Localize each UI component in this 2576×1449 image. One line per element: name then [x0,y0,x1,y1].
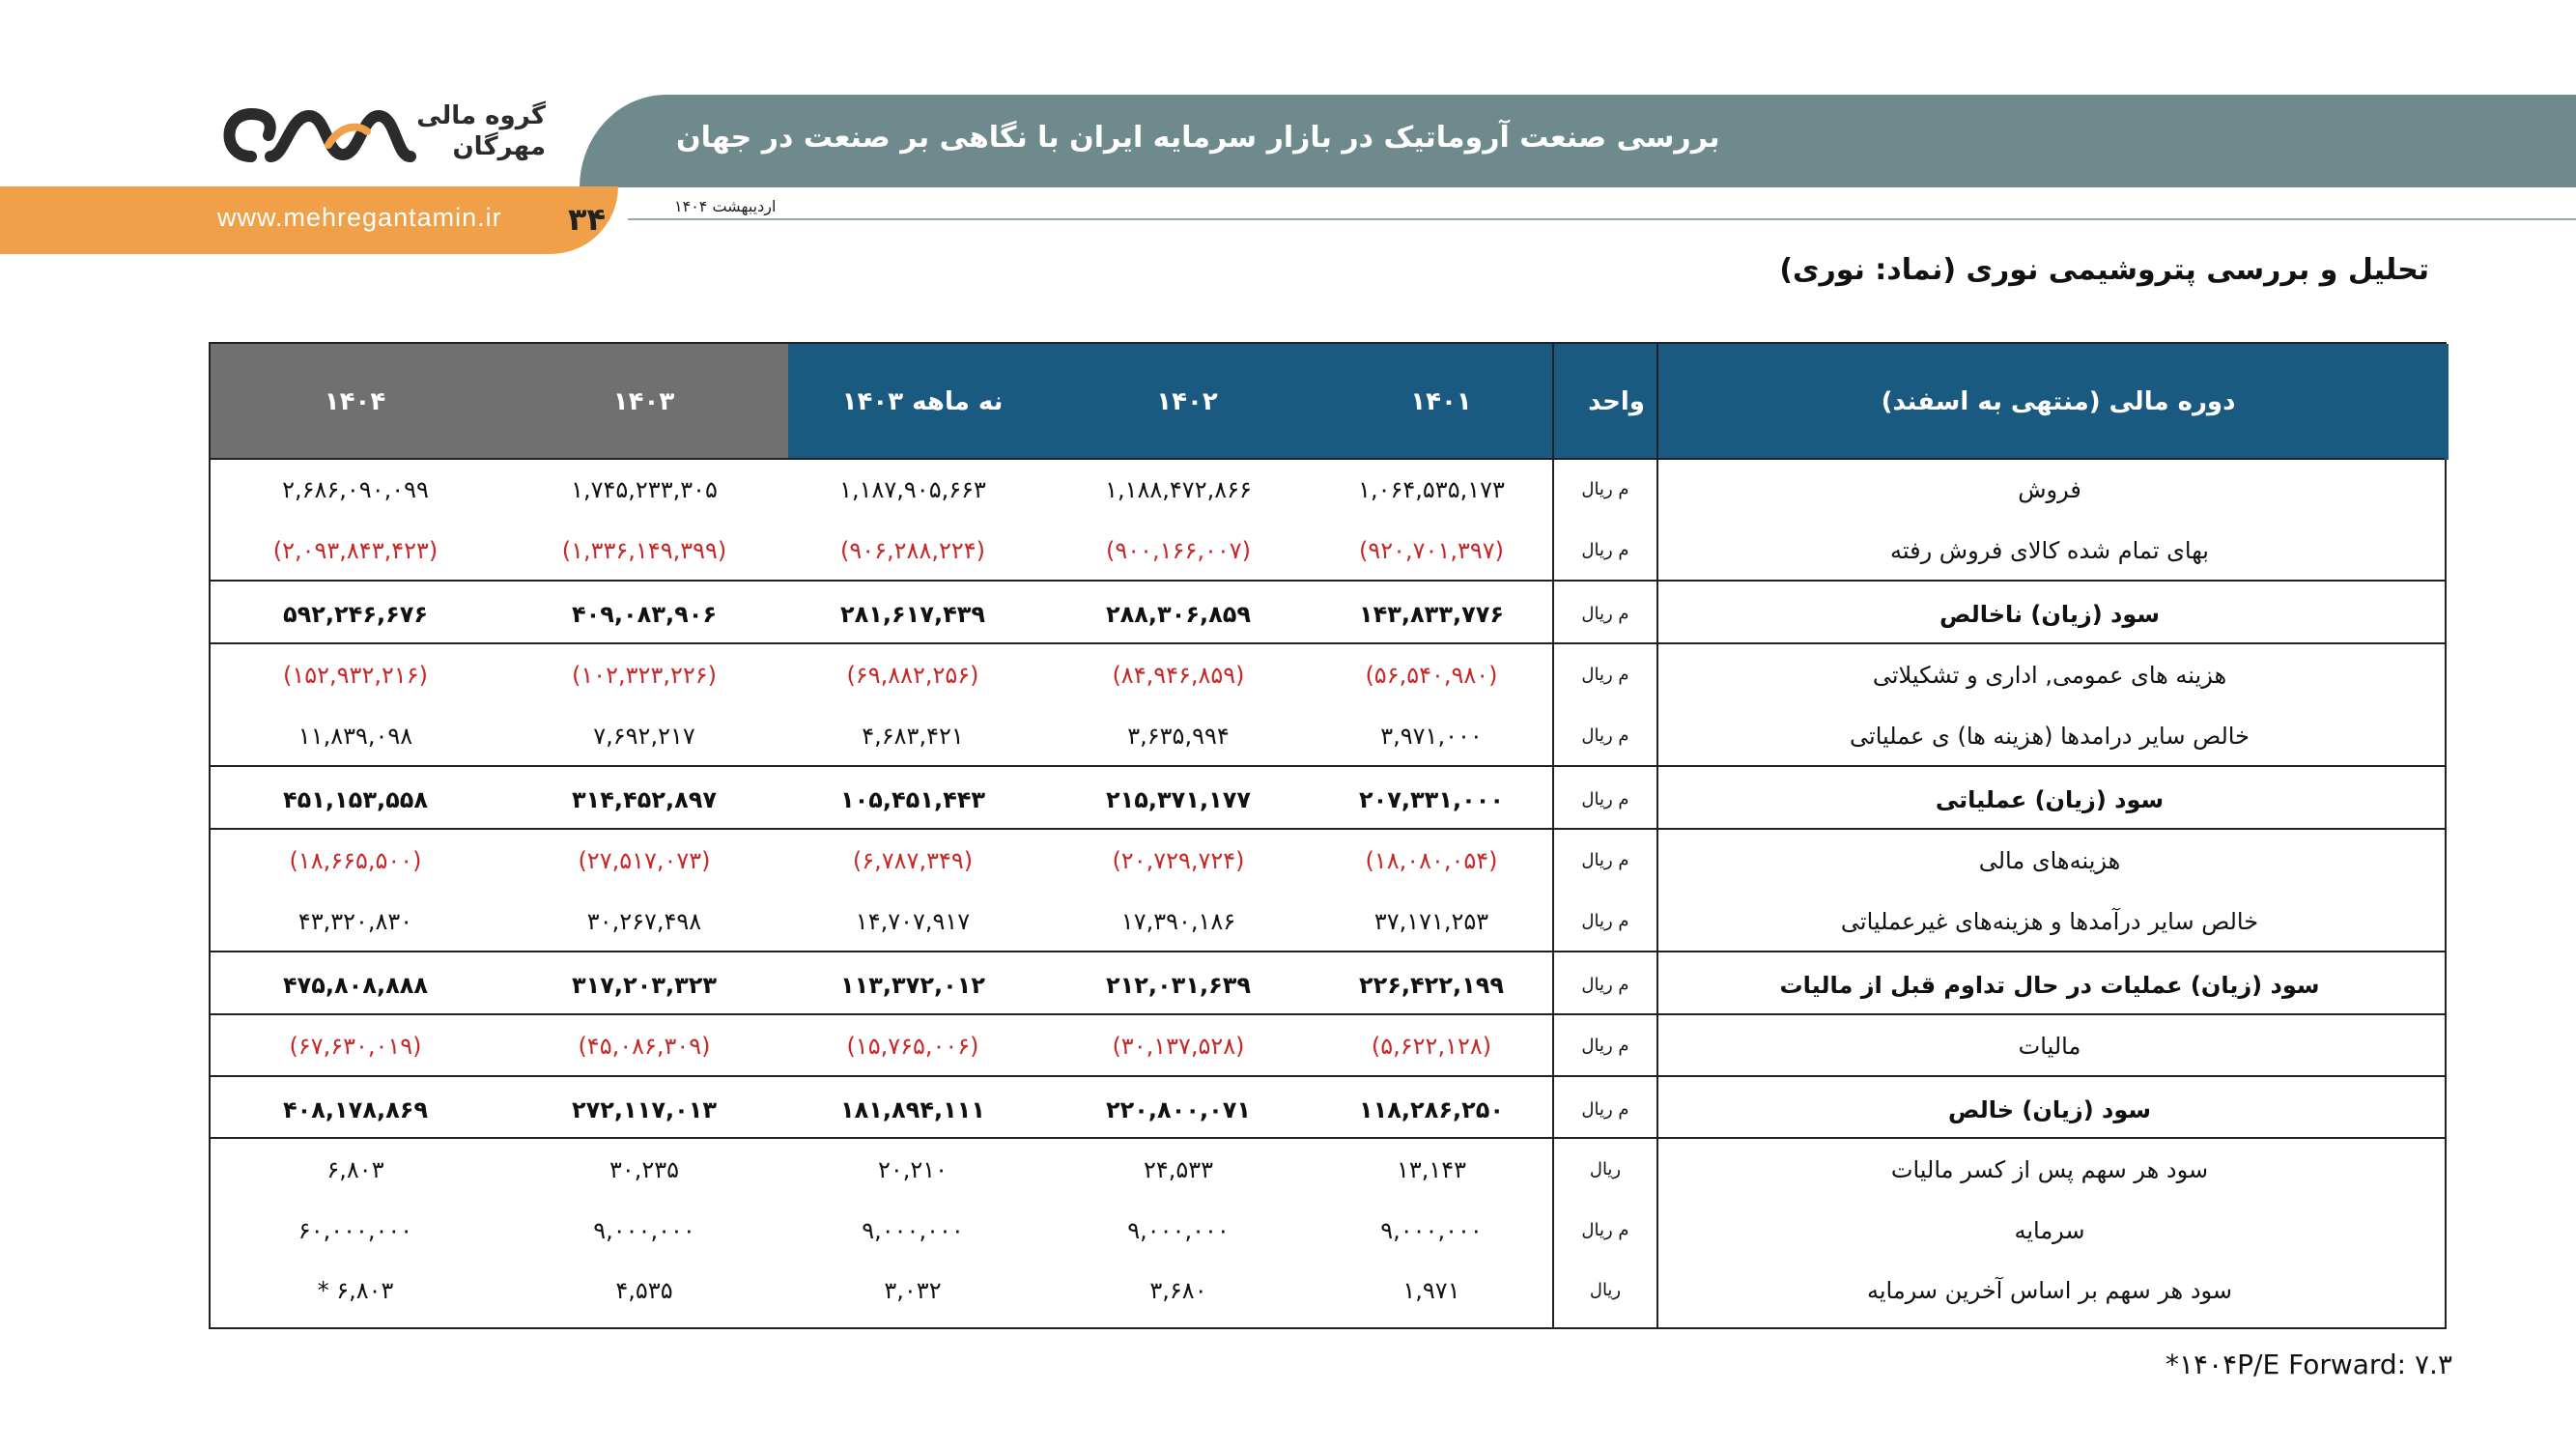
cell-v1404: ۶,۸۰۳ [326,1156,384,1183]
cell-v1404: ۱۱,۸۳۹,۰۹۸ [297,723,413,750]
cell-unit: م ریال [1581,1099,1629,1120]
row-label: هزینه‌های مالی [1978,847,2121,874]
cell-v1403: ۴,۵۳۵ [615,1277,673,1304]
cell-v9m: (۶,۷۸۷,۳۴۹) [852,847,974,874]
row-label: سود هر سهم پس از کسر مالیات [1890,1156,2209,1183]
row-label: مالیات [2018,1033,2081,1060]
cell-v1402: ۱۷,۳۹۰,۱۸۶ [1120,908,1236,935]
cell-v1401: ۱,۰۶۴,۵۳۵,۱۷۳ [1358,476,1505,503]
table-row [211,1022,2445,1070]
row-label: فروش [2018,476,2081,503]
row-label: سرمایه [2014,1217,2085,1244]
cell-v1401: (۵,۶۲۲,۱۲۸) [1371,1033,1492,1060]
row-divider [211,1013,2445,1015]
cell-v1404: ۴۷۵,۸۰۸,۸۸۸ [282,972,429,999]
cell-v1402: ۳,۶۸۰ [1149,1277,1207,1304]
cell-v9m: ۱,۱۸۷,۹۰۵,۶۶۳ [839,476,986,503]
cell-v1402: (۳۰,۱۳۷,۵۲۸) [1112,1033,1245,1060]
section-title: تحلیل و بررسی پتروشیمی نوری (نماد: نوری) [1779,253,2429,287]
cell-v9m: (۶۹,۸۸۲,۲۵۶) [846,662,979,689]
row-divider [211,1137,2445,1139]
cell-v1401: ۱۳,۱۴۳ [1396,1156,1467,1183]
cell-v1401: ۳,۹۷۱,۰۰۰ [1380,723,1483,750]
cell-v1403: (۱۰۲,۳۲۳,۲۲۶) [572,662,717,689]
cell-v1403: (۱,۳۳۶,۱۴۹,۳۹۹) [561,537,727,564]
footnote: *۱۴۰۴P/E Forward: ۷.۳ [2166,1349,2452,1380]
cell-v1402: ۱,۱۸۸,۴۷۲,۸۶۶ [1105,476,1252,503]
cell-v1401: ۳۷,۱۷۱,۲۵۳ [1373,908,1489,935]
report-title: بررسی صنعت آروماتیک در بازار سرمایه ایران با نگاهی بر صنعت در جهان [676,121,1720,155]
cell-v1403: ۹,۰۰۰,۰۰۰ [593,1217,695,1244]
col-header-1402: ۱۴۰۲ [1156,387,1218,416]
table-row [211,590,2445,639]
cell-v1403: ۱,۷۴۵,۲۳۳,۳۰۵ [571,476,718,503]
table-row [211,1086,2445,1134]
cell-v1402: ۲۱۲,۰۳۱,۶۳۹ [1105,972,1252,999]
cell-v1403: ۲۷۲,۱۱۷,۰۱۳ [571,1096,718,1123]
row-divider [211,765,2445,767]
table-row [211,1207,2445,1255]
report-date: اردیبهشت ۱۴۰۴ [674,197,777,215]
table-row [211,897,2445,946]
cell-v1402: ۳,۶۳۵,۹۹۴ [1127,723,1230,750]
cell-unit: م ریال [1581,911,1629,931]
row-label: سود (زیان) خالص [1948,1096,2151,1123]
cell-v1404: * ۶,۸۰۳ [317,1277,394,1304]
cell-v1404: (۲,۰۹۳,۸۴۳,۴۲۳) [272,537,439,564]
cell-v9m: (۱۵,۷۶۵,۰۰۶) [846,1033,979,1060]
page-number: ۳۴ [568,201,607,238]
cell-v1401: (۱۸,۰۸۰,۰۵۴) [1365,847,1498,874]
cell-unit: م ریال [1581,850,1629,870]
brand-name: گروه مالی مهرگان [416,101,546,161]
cell-v1402: (۹۰۰,۱۶۶,۰۰۷) [1106,537,1251,564]
cell-unit: م ریال [1581,1036,1629,1056]
cell-v1404: (۶۷,۶۳۰,۰۱۹) [289,1033,422,1060]
cell-v9m: ۳,۰۳۲ [884,1277,942,1304]
cell-unit: م ریال [1581,789,1629,810]
cell-v1403: (۲۷,۵۱۷,۰۷۳) [578,847,711,874]
cell-v1403: ۷,۶۹۲,۲۱۷ [593,723,695,750]
table-row [211,961,2445,1009]
cell-v1402: (۸۴,۹۴۶,۸۵۹) [1112,662,1245,689]
row-label: هزینه های عمومی, اداری و تشکیلاتی [1872,662,2227,689]
header-divider-line [211,458,2445,460]
cell-v1404: ۲,۶۸۶,۰۹۰,۰۹۹ [282,476,429,503]
col-header-unit: واحد [1588,387,1645,416]
cell-v1401: ۱۱۸,۲۸۶,۲۵۰ [1358,1096,1505,1123]
col-header-1404: ۱۴۰۴ [324,387,386,416]
cell-v1401: ۱۴۳,۸۳۳,۷۷۶ [1358,601,1505,628]
table-row [211,837,2445,885]
cell-unit: ریال [1589,1280,1622,1300]
table-row [211,1146,2445,1194]
cell-v9m: ۴,۶۸۳,۴۲۱ [862,723,964,750]
cell-v1401: ۲۲۶,۴۲۲,۱۹۹ [1358,972,1505,999]
row-divider [211,951,2445,952]
cell-v9m: ۱۸۱,۸۹۴,۱۱۱ [839,1096,986,1123]
cell-v1402: ۲۸۸,۳۰۶,۸۵۹ [1105,601,1252,628]
row-divider [211,642,2445,644]
cell-v1401: (۹۲۰,۷۰۱,۳۹۷) [1359,537,1504,564]
cell-v1402: ۲۴,۵۳۳ [1143,1156,1214,1183]
cell-v1404: ۴۳,۳۲۰,۸۳۰ [297,908,413,935]
table-row [211,776,2445,824]
cell-unit: م ریال [1581,665,1629,685]
cell-unit: م ریال [1581,604,1629,624]
row-divider [211,828,2445,830]
cell-unit: م ریال [1581,975,1629,995]
row-label: خالص سایر درامدها (هزینه ها) ی عملیاتی [1850,723,2250,750]
col-header-9m-1403: نه ماهه ۱۴۰۳ [841,387,1004,416]
row-divider [211,1075,2445,1077]
table-row [211,526,2445,575]
cell-v1404: ۴۵۱,۱۵۳,۵۵۸ [282,786,429,813]
cell-v9m: ۱۱۳,۳۷۲,۰۱۲ [839,972,986,999]
cell-v1403: ۳۱۴,۴۵۲,۸۹۷ [571,786,718,813]
row-label: سود (زیان) عملیات در حال تداوم قبل از مالیات [1779,972,2320,999]
cell-v1404: ۴۰۸,۱۷۸,۸۶۹ [282,1096,429,1123]
row-label: بهای تمام شده کالای فروش رفته [1890,537,2209,564]
cell-v1403: ۳۰,۲۶۷,۴۹۸ [586,908,702,935]
cell-v1404: ۶۰,۰۰۰,۰۰۰ [297,1217,413,1244]
cell-v1401: ۹,۰۰۰,۰۰۰ [1380,1217,1483,1244]
cell-unit: م ریال [1581,540,1629,560]
table-row [211,712,2445,760]
cell-v9m: (۹۰۶,۲۸۸,۲۲۴) [840,537,985,564]
cell-v9m: ۱۰۵,۴۵۱,۴۴۳ [839,786,986,813]
row-divider [211,580,2445,582]
cell-v1404: (۱۵۲,۹۳۲,۲۱۶) [283,662,428,689]
cell-v1402: ۲۲۰,۸۰۰,۰۷۱ [1105,1096,1252,1123]
cell-v1404: ۵۹۲,۲۴۶,۶۷۶ [282,601,429,628]
table-row [211,1266,2445,1315]
cell-v1401: ۲۰۷,۳۳۱,۰۰۰ [1358,786,1505,813]
col-header-period: دوره مالی (منتهی به اسفند) [1881,387,2236,416]
table-row [211,466,2445,514]
cell-v1401: ۱,۹۷۱ [1402,1277,1460,1304]
cell-v1403: ۳۰,۲۳۵ [609,1156,680,1183]
cell-v1404: (۱۸,۶۶۵,۵۰۰) [289,847,422,874]
cell-v1403: ۴۰۹,۰۸۳,۹۰۶ [571,601,718,628]
col-header-1401: ۱۴۰۱ [1410,387,1472,416]
cell-v9m: ۱۴,۷۰۷,۹۱۷ [855,908,971,935]
cell-v9m: ۲۰,۲۱۰ [877,1156,948,1183]
table-header [211,344,2445,460]
cell-v1402: ۹,۰۰۰,۰۰۰ [1127,1217,1230,1244]
col-header-1403: ۱۴۰۳ [612,387,675,416]
row-label: سود (زیان) عملیاتی [1935,786,2165,813]
cell-v1403: (۴۵,۰۸۶,۳۰۹) [578,1033,711,1060]
cell-v1402: ۲۱۵,۳۷۱,۱۷۷ [1105,786,1252,813]
cell-v1401: (۵۶,۵۴۰,۹۸۰) [1365,662,1498,689]
cell-unit: م ریال [1581,479,1629,499]
row-label: سود هر سهم بر اساس آخرین سرمایه [1866,1277,2233,1304]
cell-unit: م ریال [1581,1220,1629,1240]
row-label: خالص سایر درآمدها و هزینه‌های غیرعملیاتی [1840,908,2259,935]
financial-table [209,342,2447,1329]
cell-v9m: ۲۸۱,۶۱۷,۴۳۹ [839,601,986,628]
header-divider [628,218,2576,220]
website-link[interactable]: www.mehregantamin.ir [217,203,502,232]
cell-v1402: (۲۰,۷۲۹,۷۲۴) [1112,847,1245,874]
cell-v1403: ۳۱۷,۲۰۳,۳۲۳ [571,972,718,999]
cell-unit: ریال [1589,1159,1622,1179]
table-row [211,651,2445,699]
row-label: سود (زیان) ناخالص [1939,601,2161,628]
cell-unit: م ریال [1581,725,1629,746]
cell-v9m: ۹,۰۰۰,۰۰۰ [862,1217,964,1244]
